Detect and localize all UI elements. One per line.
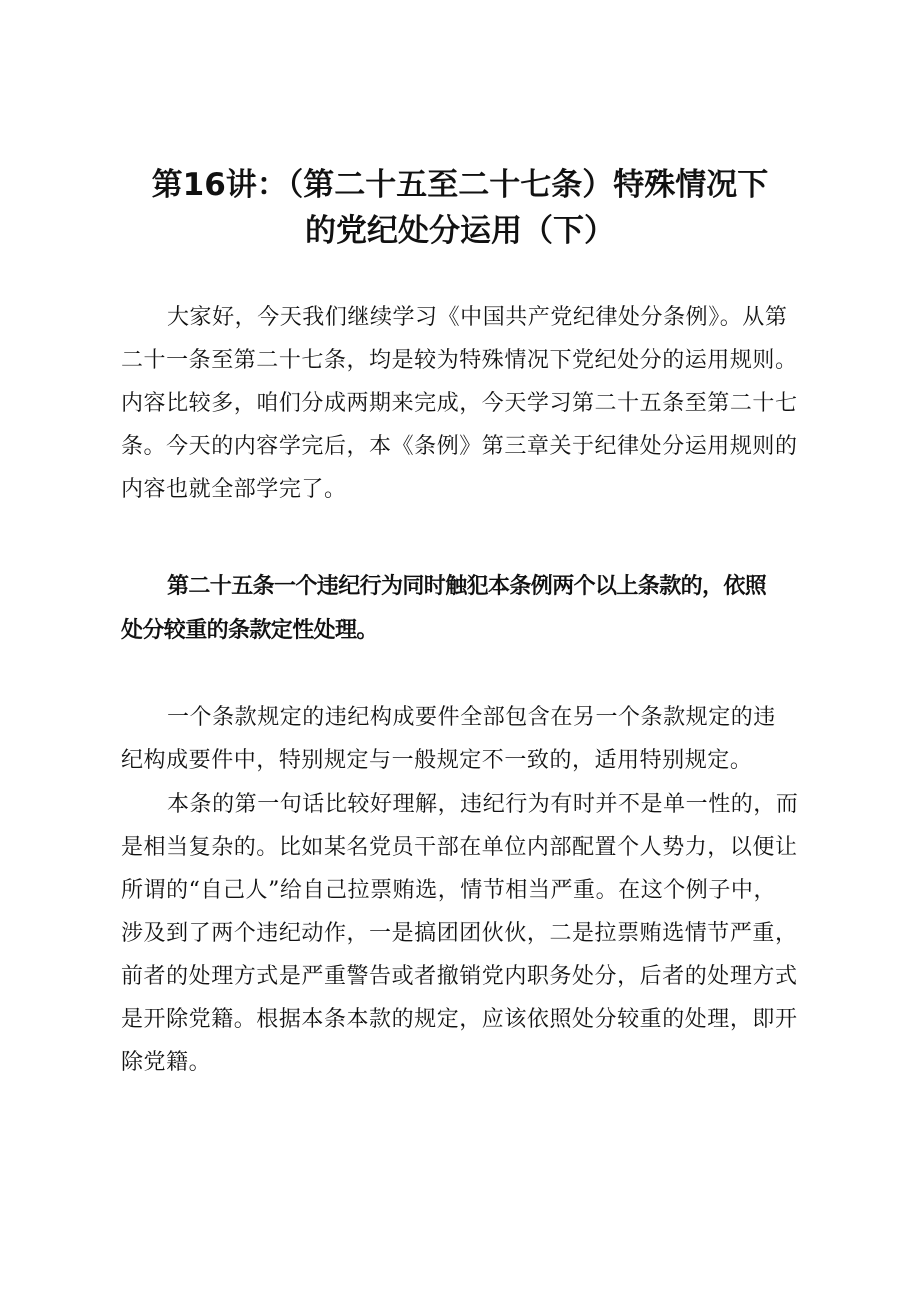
document-title-line-1: 第16讲：（第二十五至二十七条）特殊情况下 <box>151 167 769 203</box>
explanation-line: 本条的第一句话比较好理解，违纪行为有时并不是单一性的，而 <box>167 792 799 817</box>
explanation-paragraph <box>121 783 821 1084</box>
explanation-line: 前者的处理方式是严重警告或者撤销党内职务处分，后者的处理方式 <box>121 964 798 989</box>
article-25-heading <box>121 565 821 653</box>
intro-line: 条。今天的内容学完后，本《条例》第三章关于纪律处分运用规则的 <box>121 434 798 459</box>
explanation-line: 是开除党籍。根据本条本款的规定，应该依照处分较重的处理，即开 <box>121 1007 798 1032</box>
clause-paragraph <box>121 696 821 782</box>
explanation-line: 除党籍。 <box>121 1050 212 1075</box>
clause-line: 一个条款规定的违纪构成要件全部包含在另一个条款规定的违 <box>167 705 776 730</box>
document-title-line-2: 的党纪处分运用（下） <box>305 213 615 249</box>
explanation-line: 涉及到了两个违纪动作，一是搞团团伙伙，二是拉票贿选情节严重， <box>121 921 798 946</box>
intro-paragraph <box>121 296 821 511</box>
intro-line: 内容也就全部学完了。 <box>121 477 347 502</box>
intro-line: 内容比较多，咱们分成两期来完成，今天学习第二十五条至第二十七 <box>121 391 798 416</box>
article-25-line: 处分较重的条款定性处理。 <box>121 618 378 643</box>
intro-line: 二十一条至第二十七条，均是较为特殊情况下党纪处分的运用规则。 <box>121 348 798 373</box>
intro-line: 大家好，今天我们继续学习《中国共产党纪律处分条例》。从第 <box>167 305 788 330</box>
article-25-line: 第二十五条一个违纪行为同时触犯本条例两个以上条款的，依照 <box>167 574 767 599</box>
explanation-line: 是相当复杂的。比如某名党员干部在单位内部配置个人势力，以便让 <box>121 835 798 860</box>
explanation-line: 所谓的“自己人”给自己拉票贿选，情节相当严重。在这个例子中， <box>121 878 776 903</box>
clause-line: 纪构成要件中，特别规定与一般规定不一致的，适用特别规定。 <box>121 748 753 773</box>
